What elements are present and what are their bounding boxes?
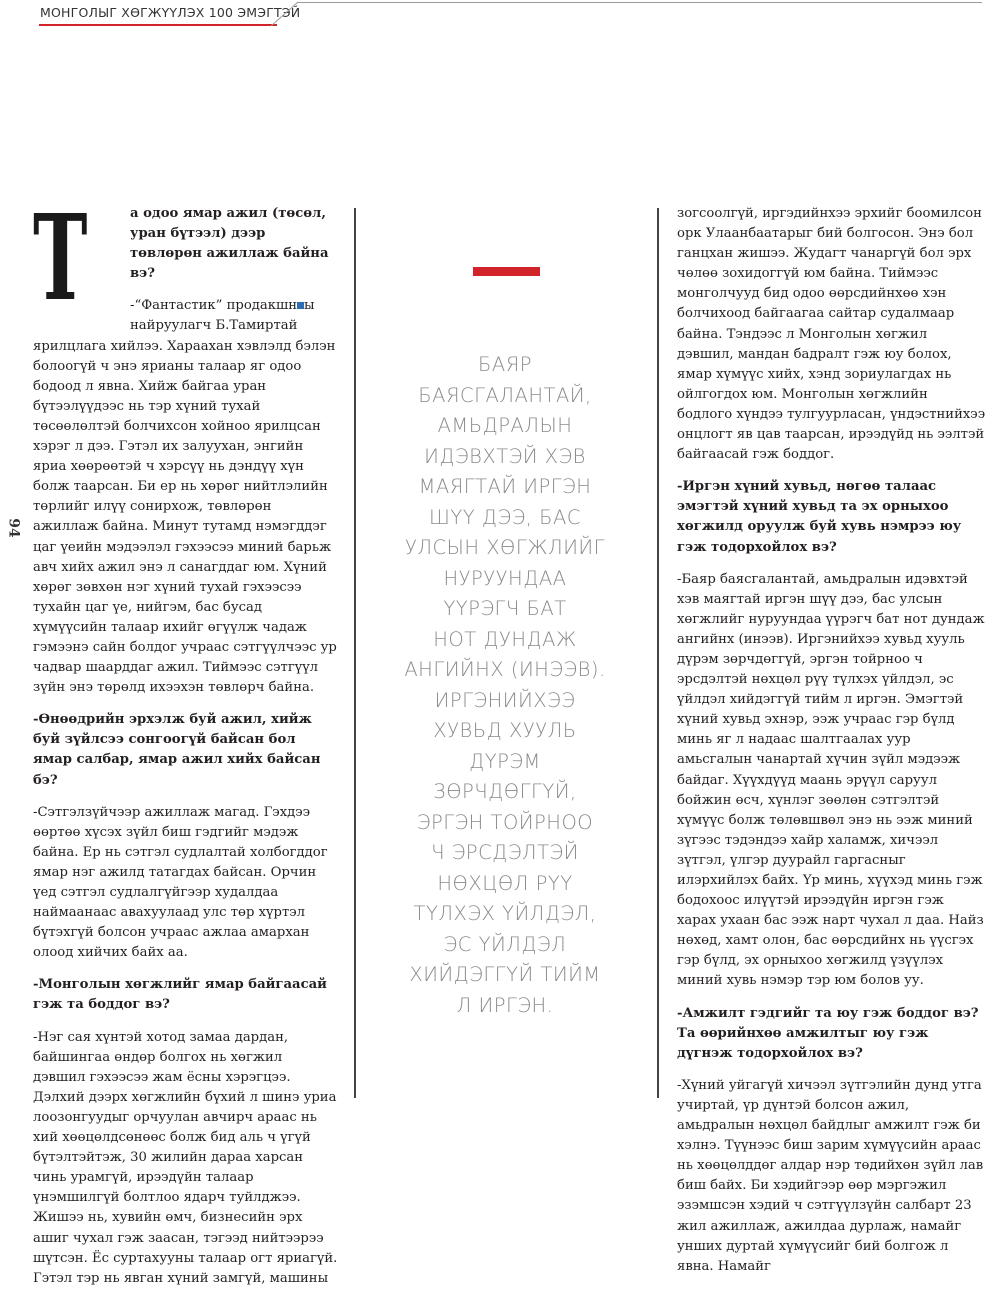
answer-paragraph: -Баяр баясгалантай, амьдралын идэвхтэй хэв маягтай иргэн шүү дээ, бас улсын хөгжлийг нуруундаа үүрэгч бат нот дундаж ангийнх (инээв). Иргэнийхээ хувьд хууль дүрэм зөрчдөггүй, эргэн тойрноо ч эрсдэлтэй нөхцөл рүү түлхэх үйлдэл, эс үйлдэл хийдэггүй тийм л иргэн. Эмэгтэй хүний хувьд эхнэр, ээж учраас гэр бүлд минь яг л надаас шалтгаалах уур амьсгалын чанартай хүчин зүйл мэдээж байдаг. Хүүхдүүд маань эрүүл саруул бойжин өсч, хүнлэг зөөлөн сэтгэлтэй хүмүүс болж төлөвшвөл энэ нь ээж миний зүгээс тэдэндээ хайр халамж, хичээл зүтгэл, үлгэр дуурайл гаргасныг илэрхийлэх байх. Үр минь, хүүхэд минь гэж бодохоос илүүтэй ирээдүйн иргэн гэж харах ухаан бас ээж нарт чухал л даа. Найз нөхөд, хамт олон, бас өөрсдийнх нь үүсгэх гэр бүлд, эх орныхоо хөгжилд үзүүлэх миний хувь нэмэр тэр юм болов уу. bbox=[677, 571, 985, 989]
pull-quote-line: ДҮРЭМ bbox=[469, 749, 541, 773]
answer-paragraph bbox=[33, 296, 338, 698]
pull-quote bbox=[370, 350, 640, 1021]
pull-quote-line: АМЬДРАЛЫН bbox=[437, 414, 573, 437]
drop-cap: Т bbox=[33, 188, 88, 327]
pull-quote-line: ЗӨРЧДӨГГҮЙ, bbox=[433, 780, 577, 803]
article-column-left bbox=[33, 188, 338, 1301]
answer-paragraph: -Хүний уйгагүй хичээл зүтгэлийн дунд утга учиртай, үр дүнтэй болсон ажил, амьдралын нөхцөл байдлыг амжилт гэж би хэлнэ. Түүнээс биш зарим хүмүүсийн араас нь хөөцөлддөг алдар нэр төдийхөн зүйл лав биш байх. Би хэдийгээр өөр мэргэжил эзэмшсэн хэдий ч сэтгүүлзүйн салбарт 23 жил ажиллаж, ажилдаа дурлаж, намайг унших дуртай хүмүүсийг бий болгож л явна. Намайг bbox=[677, 1077, 984, 1274]
column-divider bbox=[657, 208, 659, 1098]
pull-quote-line: НӨХЦӨЛ РҮҮ bbox=[437, 871, 573, 895]
question-heading: -Монголын хөгжлийг ямар байгаасай гэж та боддог вэ? bbox=[33, 977, 327, 1013]
pull-quote-line: НОТ ДУНДАЖ bbox=[433, 627, 577, 651]
intro-question: а одоо ямар ажил (төсөл, уран бүтээл) дээр төвлөрөн ажиллаж байна вэ? bbox=[130, 206, 329, 282]
pull-quote-line: ХУВЬД ХУУЛЬ bbox=[433, 719, 577, 742]
pull-quote-line: АНГИЙНХ (ИНЭЭВ). bbox=[404, 658, 606, 681]
pull-quote-line: ҮҮРЭГЧ БАТ bbox=[443, 597, 567, 620]
pull-quote-line: ХИЙДЭГГҮЙ ТИЙМ bbox=[409, 963, 601, 986]
pull-quote-line: ИДЭВХТЭЙ ХЭВ bbox=[424, 444, 586, 468]
pull-quote-line: БАЯР bbox=[477, 353, 533, 376]
pull-quote-line: ШҮҮ ДЭЭ, БАС bbox=[429, 505, 581, 529]
question-heading: -Өнөөдрийн эрхэлж буй ажил, хийж буй зүйлсээ сонгоогүй байсан бол ямар салбар, ямар ажил хийх байсан бэ? bbox=[33, 712, 321, 788]
pull-quote-line: Ч ЭРСДЭЛТЭЙ bbox=[431, 841, 579, 864]
answer-paragraph: зогсоолгүй, иргэдийнхээ эрхийг боомилсон орк Улаанбаатарыг бий болгосон. Энэ бол ганцхан жишээ. Жудагт чанаргүй бол эрх чөлөө зохидоггүй юм байна. Тиймээс монголчууд бид одоо өөрсдийнхөө хэн болчихоод байгаагаа сайтар судалмаар байна. Тэндээс л Монголын хөгжил дэвшил, мандан бадралт гэж юу болох, ямар хүмүүс хийх, хэнд зориулагдах нь ойлгогдох юм. Монголын хөгжлийн бодлого хүндээ тулгуурласан, үндэстнийхээ онцлогт яв цав таарсан, ирээдүйд нь ээлтэй байгаасай гэж боддог. bbox=[677, 206, 986, 463]
pull-quote-line: ЭС ҮЙЛДЭЛ bbox=[443, 932, 567, 956]
header-red-rule bbox=[39, 24, 277, 26]
page-number: 94 bbox=[5, 518, 22, 538]
answer-text: -“Фантастик” продакшн bbox=[130, 298, 298, 314]
pull-quote-line: Л ИРГЭН. bbox=[456, 993, 554, 1017]
answer-paragraph: -Нэг сая хүнтэй хотод замаа дардан, байшингаа өндөр болгох нь хөгжил дэвшил гэхээсээ жам ёсны хэрэгцээ. Дэлхий дээрх хөгжлийн бүхий л шинэ уриа лоозонгуудыг орчуулан авчирч араас нь хий хөөцөлдсөнөөс болж бид аль ч үгүй бүтэлтэйтэж, 30 жилийн дараа харсан чинь урамгүй, ирээдүйн талаар үнэмшилгүй болтлоо ядарч туйлджээ. Жишээ нь, хувийн өмч, бизнесийн эрх ашиг чухал гэж заасан, тэгээд нийтээрээ шүтсэн. Ёс суртахууны талаар огт яриагүй. Гэтэл тэр нь явган хүний замгүй, машины bbox=[33, 1029, 338, 1286]
text-cursor-marker bbox=[297, 302, 304, 309]
header-slant-rule bbox=[270, 0, 300, 27]
answer-paragraph: -Сэтгэлзүйчээр ажиллаж магад. Гэхдээ өөртөө хүсэх зүйл биш гэдгийг мэдэж байна. Ер нь сэтгэл судлалтай холбогддог ямар нэг ажилд татагдах байсан. Орчин үед сэтгэл судлалгүйгээр худалдаа наймаанаас авахуулаад улс төр хүртэл бүтэхгүй болсон учраас ажлаа амархан олоод хийчих байх аа. bbox=[33, 804, 328, 961]
header-gray-rule bbox=[297, 2, 982, 3]
pull-quote-line: БАЯСГАЛАНТАЙ, bbox=[418, 383, 592, 407]
pull-quote-line: НУРУУНДАА bbox=[443, 566, 567, 590]
pull-quote-accent-bar bbox=[473, 267, 540, 276]
drop-cap-spacer bbox=[97, 204, 130, 328]
pull-quote-line: ИРГЭНИЙХЭЭ bbox=[434, 688, 576, 712]
pull-quote-line: ТҮЛХЭХ ҮЙЛДЭЛ, bbox=[413, 902, 597, 925]
answer-text: ы найруулагч Б.Тамиртай ярилцлага хийлээ. Хараахан хэвлэлд бэлэн болоогүй ч энэ ярианы талаар яг одоо бодоод л явна. Хийж байгаа уран бүтээлүүдээс нь тэр хүний тухай төсөөлөлтэй болчихсон хойноо ярилцсан хэрэг л дээ. Гэтэл их залуухан, энгийн яриа хөөрөөтэй ч хэрсүү нь дэндүү хүн болж таарсан. Би ер нь хөрөг нийтлэлийн төрлийг илүү сонирхож, төвлөрөн ажиллаж байна. Минут тутамд нэмэгддэг цаг үеийн мэдээлэл гэхээсээ миний барьж авч хийх ажил энэ л санагддаг юм. Хүний хөрөг зөвхөн нэг хүний тухай гэхээсээ тухайн цаг үе, нийгэм, бас бусад хүмүүсийн талаар ихийг өгүүлж чадаж гэмээнэ сайн болдог учраас сэтгүүлчээс ур чадвар шаарддаг ажил. Тиймээс сэтгүүл зүйн энэ төрөлд ихээхэн төвлөрч байна. bbox=[33, 298, 337, 696]
pull-quote-line: ЭРГЭН ТОЙРНОО bbox=[416, 810, 594, 834]
pull-quote-line: УЛСЫН ХӨГЖЛИЙГ bbox=[404, 536, 606, 559]
question-heading: -Амжилт гэдгийг та юу гэж боддог вэ? Та өөрийнхөө амжилтыг юу гэж дүгнэж тодорхойлох вэ? bbox=[677, 1005, 979, 1061]
column-divider bbox=[354, 208, 356, 1098]
running-head: МОНГОЛЫГ ХӨГЖҮҮЛЭХ 100 ЭМЭГТЭЙ bbox=[40, 5, 301, 20]
article-column-right bbox=[677, 204, 987, 1289]
pull-quote-line: МАЯГТАЙ ИРГЭН bbox=[418, 475, 592, 498]
question-heading: -Иргэн хүний хувьд, нөгөө талаас эмэгтэй хүний хувьд та эх орныхоо хөгжилд оруулж буй хувь нэмрээ юу гэж тодорхойлох вэ? bbox=[677, 479, 962, 555]
